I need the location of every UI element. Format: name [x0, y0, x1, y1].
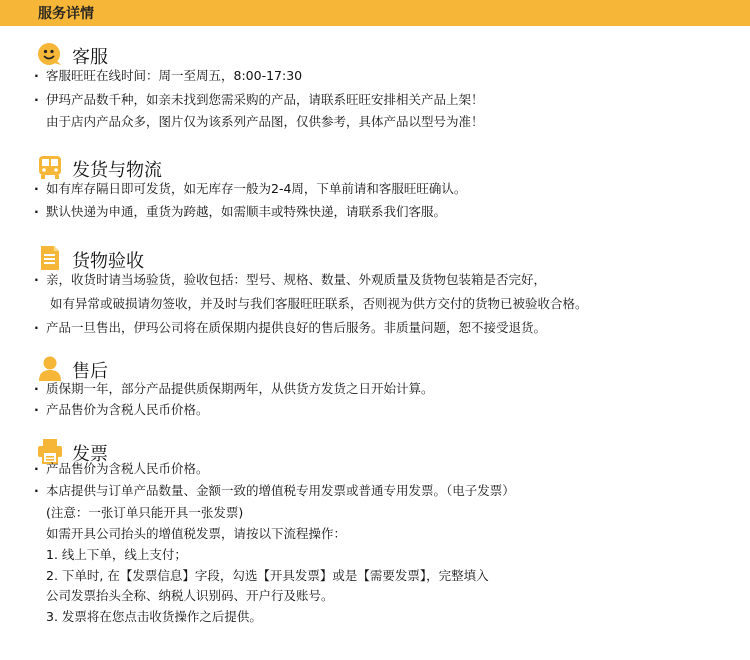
list-item: · 质保期一年，部分产品提供质保期两年，从供货方发货之日开始计算。	[34, 381, 434, 396]
list-item: · 本店提供与订单产品数量、金额一致的增值税专用发票或普通专用发票。（电子发票）	[34, 483, 515, 498]
page-title: 服务详情	[38, 6, 94, 22]
section-shipping	[0, 153, 750, 183]
chat-face-icon	[36, 40, 64, 68]
section-title: 客服	[72, 47, 108, 68]
person-icon	[36, 354, 64, 382]
section-title: 售后	[72, 361, 108, 382]
list-item: · 亲，收货时请当场验货，验收包括：型号、规格、数量、外观质量及货物包装箱是否完好，	[34, 272, 547, 287]
list-item: · 默认快递为申通，重货为跨越，如需顺丰或特殊快递，请联系我们客服。	[34, 204, 447, 219]
list-item: 1. 线上下单，线上支付；	[46, 547, 187, 562]
list-item: · 产品售价为含税人民币价格。	[34, 461, 209, 476]
list-item: · 伊玛产品数千种，如亲未找到您需采购的产品，请联系旺旺安排相关产品上架！	[34, 92, 484, 107]
section-title: 发票	[72, 444, 108, 465]
list-item: 由于店内产品众多，图片仅为该系列产品图，仅供参考，具体产品以型号为准！	[46, 114, 484, 129]
list-item: · 产品售价为含税人民币价格。	[34, 402, 209, 417]
section-inspection	[0, 244, 750, 274]
list-item: · 如有库存隔日即可发货，如无库存一般为2-4周，下单前请和客服旺旺确认。	[34, 181, 467, 196]
list-item: · 产品一旦售出，伊玛公司将在质保期内提供良好的售后服务。非质量问题，恕不接受退货。	[34, 320, 547, 335]
section-title: 发货与物流	[72, 160, 162, 181]
section-customer-service	[0, 40, 750, 70]
list-item: 公司发票抬头全称、纳税人识别码、开户行及账号。	[46, 588, 334, 603]
bus-icon	[36, 153, 64, 181]
section-after-sales	[0, 354, 750, 384]
list-item: 如有异常或破损请勿签收，并及时与我们客服旺旺联系，否则视为供方交付的货物已被验收合格。	[50, 296, 588, 311]
document-icon	[36, 244, 64, 272]
section-title: 货物验收	[72, 251, 144, 272]
list-item: 3. 发票将在您点击收货操作之后提供。	[46, 609, 262, 624]
list-item: 如需开具公司抬头的增值税发票，请按以下流程操作：	[46, 526, 347, 541]
list-item: 2. 下单时, 在【发票信息】字段，勾选【开具发票】或是【需要发票】，完整填入	[46, 568, 489, 583]
list-item: · 客服旺旺在线时间：周一至周五，8:00-17:30	[34, 68, 303, 83]
list-item: (注意：一张订单只能开具一张发票)	[46, 505, 244, 520]
header-bar	[0, 0, 750, 26]
